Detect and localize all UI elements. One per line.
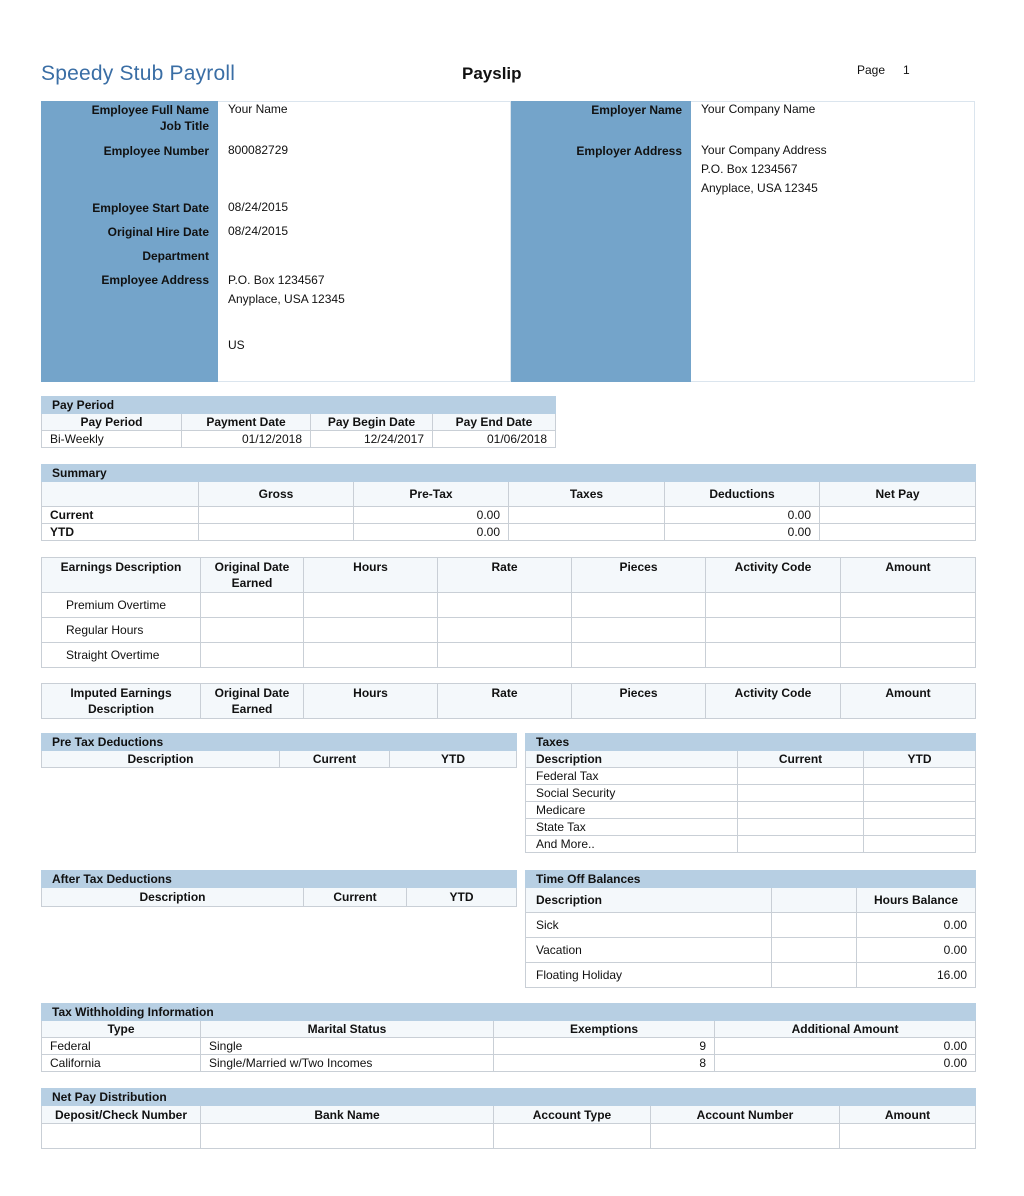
employee-address-line1: P.O. Box 1234567: [228, 273, 325, 287]
summary-cell: 0.00: [354, 507, 509, 524]
col-summary-blank: [42, 482, 199, 507]
col-rate: Rate: [438, 558, 572, 593]
net-pay-distribution-table: [41, 1088, 976, 1149]
employer-name: Your Company Name: [701, 102, 816, 116]
employer-address-label: Employer Address: [576, 144, 682, 158]
col-hours-balance: Hours Balance: [857, 888, 976, 913]
col-activity-code: Activity Code: [706, 684, 841, 719]
pay-period-table: [41, 396, 556, 448]
col-pre-tax: Pre-Tax: [354, 482, 509, 507]
col-amount: Amount: [841, 558, 976, 593]
col-current: Current: [304, 888, 407, 907]
tax-withholding-section-title: Tax Withholding Information: [42, 1004, 976, 1021]
col-original-date-earned: Original Date Earned: [201, 684, 304, 719]
col-amount: Amount: [841, 684, 976, 719]
employee-start-date: 08/24/2015: [228, 200, 289, 214]
earnings-description: Straight Overtime: [42, 643, 201, 668]
withholding-additional-amount: 0.00: [715, 1038, 976, 1055]
employee-address-line2: Anyplace, USA 12345: [228, 292, 345, 306]
tax-description: State Tax: [526, 819, 738, 836]
brand-title: Speedy Stub Payroll: [41, 62, 236, 85]
imputed-earnings-table: [41, 683, 976, 719]
tax-description: And More..: [526, 836, 738, 853]
col-bank-name: Bank Name: [201, 1106, 494, 1124]
tax-description: Medicare: [526, 802, 738, 819]
col-rate: Rate: [438, 684, 572, 719]
col-deposit-check-number: Deposit/Check Number: [42, 1106, 201, 1124]
col-activity-code: Activity Code: [706, 558, 841, 593]
earnings-description: Regular Hours: [42, 618, 201, 643]
col-gross: Gross: [199, 482, 354, 507]
col-net-pay: Net Pay: [820, 482, 976, 507]
original-hire-date: 08/24/2015: [228, 224, 289, 238]
tax-description: Federal Tax: [526, 768, 738, 785]
time-off-hours: 0.00: [857, 938, 976, 963]
col-ytd: YTD: [390, 751, 517, 768]
page-number: 1: [903, 63, 910, 77]
col-marital-status: Marital Status: [201, 1021, 494, 1038]
col-description: Description: [526, 751, 738, 768]
time-off-section-title: Time Off Balances: [526, 871, 976, 888]
col-description: Description: [42, 888, 304, 907]
summary-row-label: YTD: [42, 524, 199, 541]
col-blank: [772, 888, 857, 913]
earnings-description: Premium Overtime: [42, 593, 201, 618]
col-current: Current: [280, 751, 390, 768]
payment-date-value: 01/12/2018: [182, 431, 311, 448]
col-imputed-earnings-description: Imputed Earnings Description: [42, 684, 201, 719]
pay-period-section-title: Pay Period: [42, 397, 556, 414]
withholding-additional-amount: 0.00: [715, 1055, 976, 1072]
summary-section-title: Summary: [42, 465, 976, 482]
time-off-hours: 0.00: [857, 913, 976, 938]
summary-cell: [199, 507, 354, 524]
time-off-balances-table: [525, 870, 976, 988]
col-deductions: Deductions: [665, 482, 820, 507]
employee-address-label: Employee Address: [101, 273, 209, 287]
employee-full-name-label: Employee Full Name: [91, 103, 209, 117]
employer-address-line2: P.O. Box 1234567: [701, 162, 798, 176]
withholding-marital-status: Single/Married w/Two Incomes: [201, 1055, 494, 1072]
time-off-description: Floating Holiday: [526, 963, 772, 988]
pay-end-date-value: 01/06/2018: [433, 431, 556, 448]
col-hours: Hours: [304, 684, 438, 719]
pay-begin-date-value: 12/24/2017: [311, 431, 433, 448]
after-tax-section-title: After Tax Deductions: [42, 871, 517, 888]
withholding-exemptions: 8: [494, 1055, 715, 1072]
col-additional-amount: Additional Amount: [715, 1021, 976, 1038]
summary-cell: 0.00: [665, 507, 820, 524]
withholding-type: California: [42, 1055, 201, 1072]
withholding-type: Federal: [42, 1038, 201, 1055]
document-title: Payslip: [462, 64, 522, 83]
pay-period-value: Bi-Weekly: [42, 431, 182, 448]
page-label: Page: [857, 63, 886, 77]
time-off-description: Vacation: [526, 938, 772, 963]
col-account-number: Account Number: [651, 1106, 840, 1124]
col-account-type: Account Type: [494, 1106, 651, 1124]
employer-name-label: Employer Name: [591, 103, 682, 117]
employee-start-date-label: Employee Start Date: [92, 201, 209, 215]
withholding-marital-status: Single: [201, 1038, 494, 1055]
col-description: Description: [42, 751, 280, 768]
earnings-table: [41, 557, 976, 668]
col-pieces: Pieces: [572, 684, 706, 719]
col-ytd: YTD: [407, 888, 517, 907]
employee-country: US: [228, 338, 245, 352]
col-pay-end-date: Pay End Date: [433, 414, 556, 431]
col-current: Current: [738, 751, 864, 768]
col-pay-begin-date: Pay Begin Date: [311, 414, 433, 431]
col-payment-date: Payment Date: [182, 414, 311, 431]
col-taxes: Taxes: [509, 482, 665, 507]
tax-withholding-table: [41, 1003, 976, 1072]
col-original-date-earned: Original Date Earned: [201, 558, 304, 593]
summary-cell: [199, 524, 354, 541]
employee-full-name: Your Name: [228, 102, 288, 116]
col-ytd: YTD: [864, 751, 976, 768]
taxes-table: [525, 733, 976, 853]
col-type: Type: [42, 1021, 201, 1038]
employee-number-label: Employee Number: [103, 144, 209, 158]
employer-address-line1: Your Company Address: [701, 143, 827, 157]
taxes-section-title: Taxes: [526, 734, 976, 751]
col-pieces: Pieces: [572, 558, 706, 593]
department-label: Department: [142, 249, 209, 263]
original-hire-date-label: Original Hire Date: [107, 225, 209, 239]
after-tax-deductions-table: [41, 870, 517, 907]
col-exemptions: Exemptions: [494, 1021, 715, 1038]
summary-cell: 0.00: [354, 524, 509, 541]
employee-number: 800082729: [228, 143, 289, 157]
col-description: Description: [526, 888, 772, 913]
summary-table: [41, 464, 976, 541]
summary-cell: [820, 524, 976, 541]
col-amount: Amount: [840, 1106, 976, 1124]
employer-address-line3: Anyplace, USA 12345: [701, 181, 818, 195]
summary-cell: [509, 524, 665, 541]
col-hours: Hours: [304, 558, 438, 593]
summary-cell: [820, 507, 976, 524]
summary-row-label: Current: [42, 507, 199, 524]
job-title-label: Job Title: [159, 119, 209, 133]
time-off-hours: 16.00: [857, 963, 976, 988]
col-pay-period: Pay Period: [42, 414, 182, 431]
summary-cell: 0.00: [665, 524, 820, 541]
pre-tax-deductions-table: [41, 733, 517, 768]
tax-description: Social Security: [526, 785, 738, 802]
pre-tax-section-title: Pre Tax Deductions: [42, 734, 517, 751]
time-off-description: Sick: [526, 913, 772, 938]
summary-cell: [509, 507, 665, 524]
col-earnings-description: Earnings Description: [42, 558, 201, 593]
net-pay-section-title: Net Pay Distribution: [42, 1089, 976, 1106]
withholding-exemptions: 9: [494, 1038, 715, 1055]
